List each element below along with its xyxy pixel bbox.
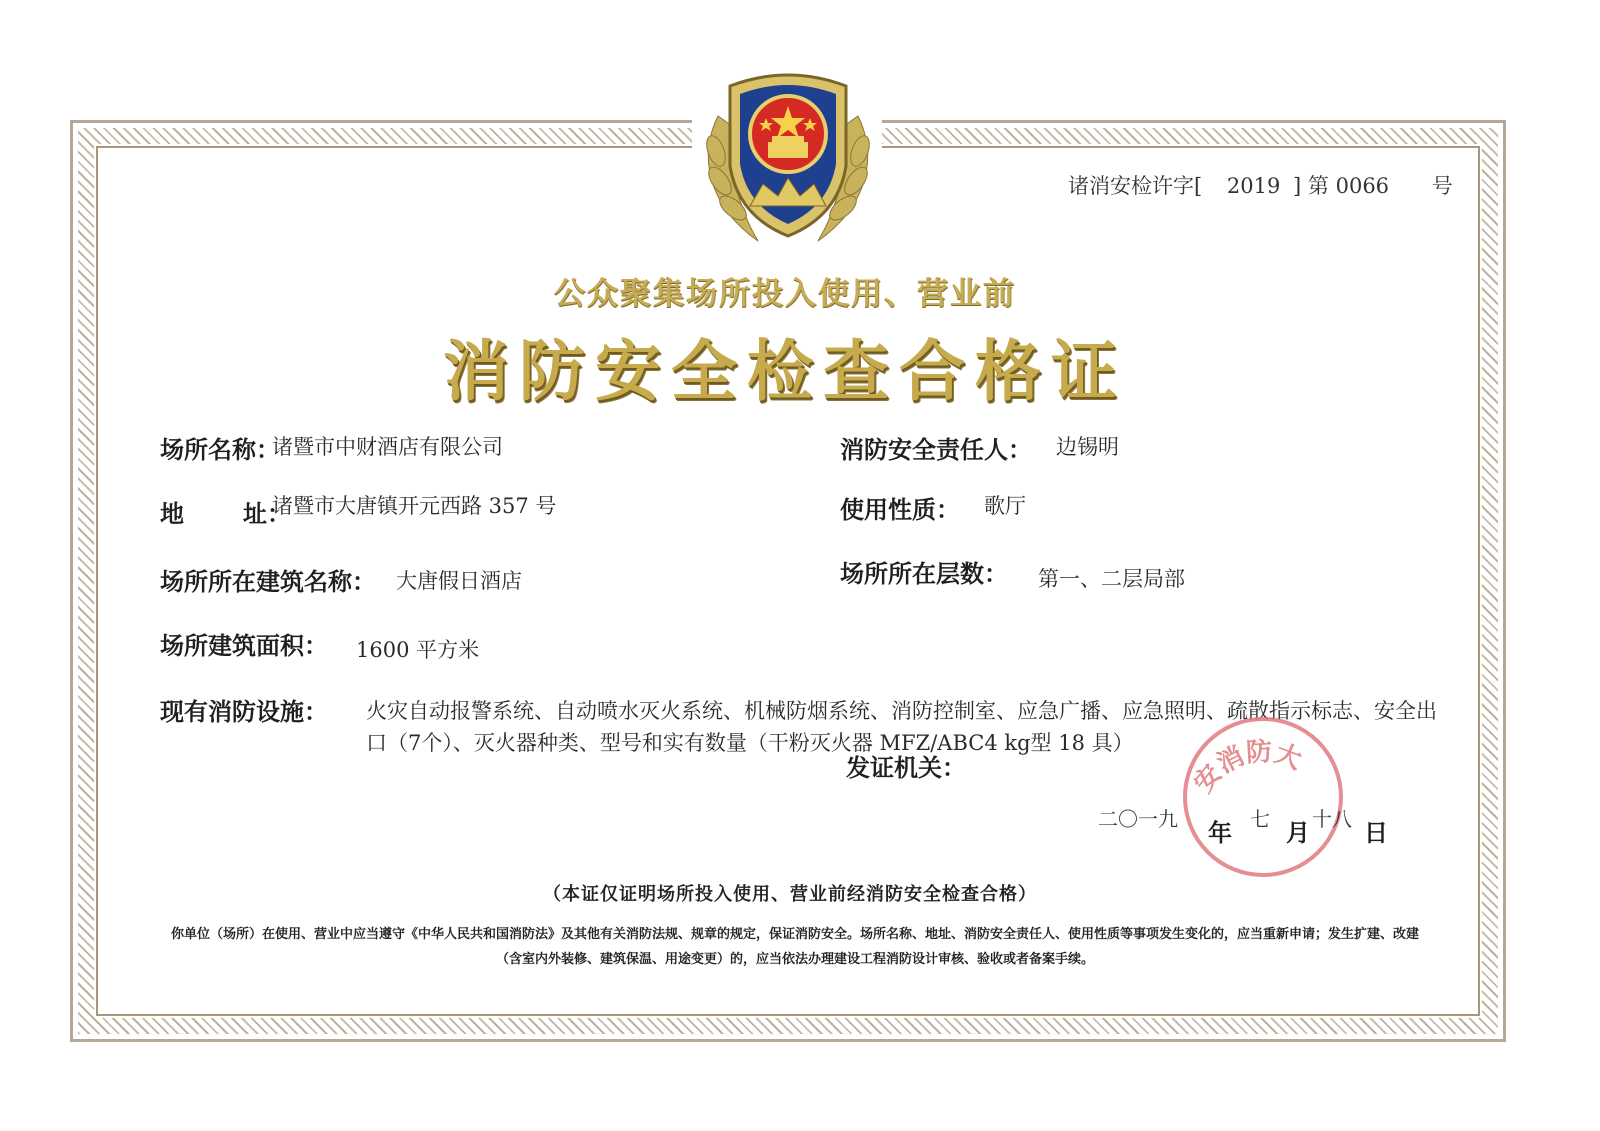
address-label-part2: 址： [243, 500, 291, 528]
official-seal-icon [1178, 712, 1348, 882]
issue-year-value: 二〇一九 [1098, 807, 1178, 831]
building-name-label: 场所所在建筑名称： [160, 568, 376, 596]
permit-mid: ] 第 [1293, 174, 1329, 198]
building-name-value: 大唐假日酒店 [396, 569, 522, 593]
usage-nature-value: 歌厅 [984, 494, 1026, 518]
issue-day-unit: 日 [1364, 819, 1388, 847]
floors-label: 场所所在层数： [840, 560, 1008, 588]
certificate-scope-note: （本证仅证明场所投入使用、营业前经消防安全检查合格） [543, 884, 1037, 905]
facilities-label: 现有消防设施： [160, 698, 328, 726]
issue-day-value: 十八 [1312, 807, 1352, 831]
certificate-title: 消防安全检查合格证 [443, 332, 1127, 410]
permit-serial: 0066 [1335, 174, 1390, 198]
certificate-subtitle: 公众聚集场所投入使用、营业前 [554, 276, 1016, 312]
permit-suffix: 号 [1431, 174, 1453, 198]
permit-year: 2019 [1226, 174, 1281, 198]
responsible-person-value: 边锡明 [1056, 435, 1119, 459]
permit-prefix: 诸消安检许字[ [1068, 174, 1203, 198]
certificate-notice-text: 你单位（场所）在使用、营业中应当遵守《中华人民共和国消防法》及其他有关消防法规、规章的规定，保证消防安全。场所名称、地址、消防安全责任人、使用性质等事项发生变化的，应当重新申请；发生扩建、改建（含室内外装修、建筑保温、用途变更）的，应当依法办理建设工程消防设计审核、验收或者备案手续。 [170, 927, 1419, 967]
facilities-value: 火灾自动报警系统、自动喷水灭火系统、机械防烟系统、消防控制室、应急广播、应急照明、疏散指示标志、安全出口（7个）、灭火器种类、型号和实有数量（干粉灭火器 MFZ/ABC4 kg型 18 具） [366, 699, 1437, 755]
police-emblem-icon [688, 56, 888, 256]
permit-number [1068, 170, 1453, 200]
issue-month-value: 七 [1250, 807, 1270, 831]
issue-year-unit: 年 [1208, 819, 1232, 847]
address-label-part1: 地 [160, 500, 184, 528]
address-value: 诸暨市大唐镇开元西路 357 号 [272, 494, 557, 518]
floor-area-label: 场所建筑面积： [160, 632, 328, 660]
responsible-person-label: 消防安全责任人： [840, 436, 1032, 464]
seal-text: 安消防大 [1188, 737, 1306, 799]
venue-name-label: 场所名称： [160, 436, 280, 464]
issuer-label: 发证机关： [846, 754, 966, 782]
floor-area-value: 1600 平方米 [356, 638, 480, 662]
floors-value: 第一、二层局部 [1038, 567, 1185, 591]
issue-month-unit: 月 [1286, 819, 1310, 847]
venue-name-value: 诸暨市中财酒店有限公司 [272, 435, 503, 459]
usage-nature-label: 使用性质： [840, 496, 960, 524]
